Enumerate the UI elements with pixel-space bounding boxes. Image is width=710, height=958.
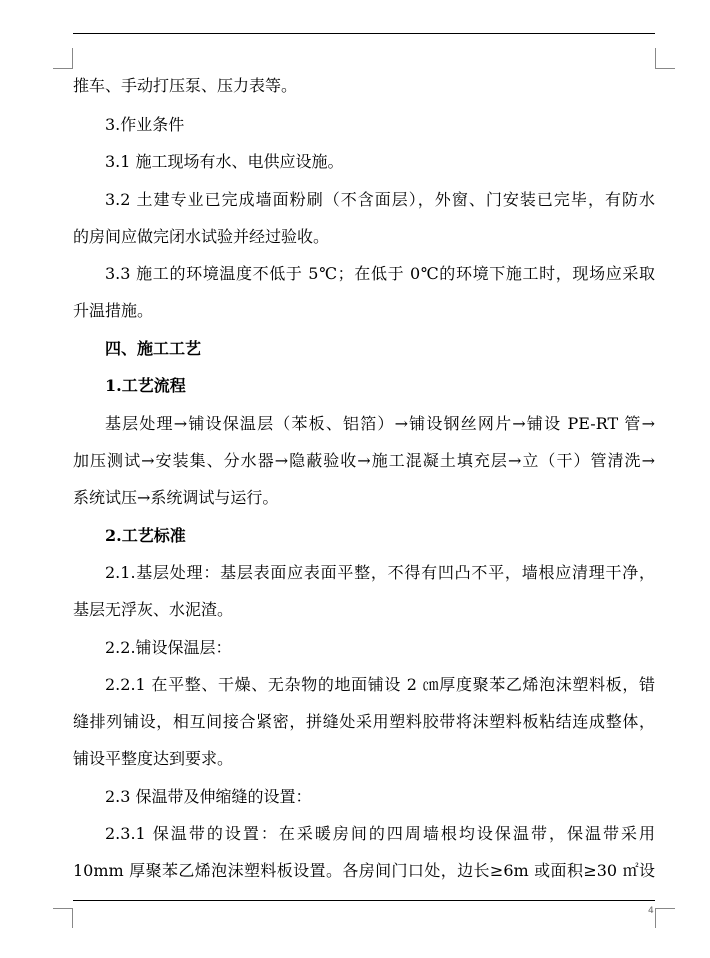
text-line: 基层无浮灰、水泥渣。 [73,600,234,619]
text-line: 加压测试→安装集、分水器→隐蔽验收→施工混凝土填充层→立（干）管清洗→ [73,451,655,470]
footer-rule [73,900,655,901]
crop-mark-top-right-v [655,48,656,68]
text-line: 10mm 厚聚苯乙烯泡沫塑料板设置。各房间门口处，边长≥6m 或面积≥30 ㎡设 [73,861,655,880]
section-heading: 1.工艺流程 [105,376,186,395]
text-line: 系统试压→系统调试与运行。 [73,488,279,507]
text-line: 2.2.1 在平整、干燥、无杂物的地面铺设 2 ㎝厚度聚苯乙烯泡沫塑料板，错 [105,675,655,694]
text-line: 2.3 保温带及伸缩缝的设置： [105,787,312,806]
text-line: 2.3.1 保温带的设置：在采暖房间的四周墙根均设保温带，保温带采用 [105,824,655,843]
text-line: 铺设平整度达到要求。 [73,749,234,768]
section-heading: 3.作业条件 [105,115,185,134]
header-rule [73,33,655,34]
text-line: 的房间应做完闭水试验并经过验收。 [73,227,330,246]
crop-mark-bottom-left-h [53,908,73,909]
text-line: 基层处理→铺设保温层（苯板、铝箔）→铺设钢丝网片→铺设 PE-RT 管→ [105,414,655,433]
text-line: 3.3 施工的环境温度不低于 5℃；在低于 0℃的环境下施工时，现场应采取 [105,264,655,283]
section-heading: 2.工艺标准 [105,526,186,545]
crop-mark-bottom-right-v [655,908,656,928]
text-line: 2.2.铺设保温层： [105,638,232,657]
text-line: 3.2 土建专业已完成墙面粉刷（不含面层），外窗、门安装已完毕，有防水 [105,190,655,209]
crop-mark-bottom-left-v [72,908,73,928]
crop-mark-top-left-h [53,68,73,69]
page-number: 4 [648,906,654,916]
crop-mark-bottom-right-h [655,908,675,909]
text-line: 升温措施。 [73,301,154,320]
text-line: 推车、手动打压泵、压力表等。 [73,76,298,95]
text-line: 3.1 施工现场有水、电供应设施。 [105,152,344,171]
text-line: 缝排列铺设，相互间接合紧密，拼缝处采用塑料胶带将沫塑料板粘结连成整体， [73,712,655,731]
chapter-heading: 四、施工工艺 [105,339,202,358]
text-line: 2.1.基层处理：基层表面应表面平整，不得有凹凸不平，墙根应清理干净， [105,563,655,582]
crop-mark-top-right-h [655,68,675,69]
crop-mark-top-left-v [72,48,73,68]
